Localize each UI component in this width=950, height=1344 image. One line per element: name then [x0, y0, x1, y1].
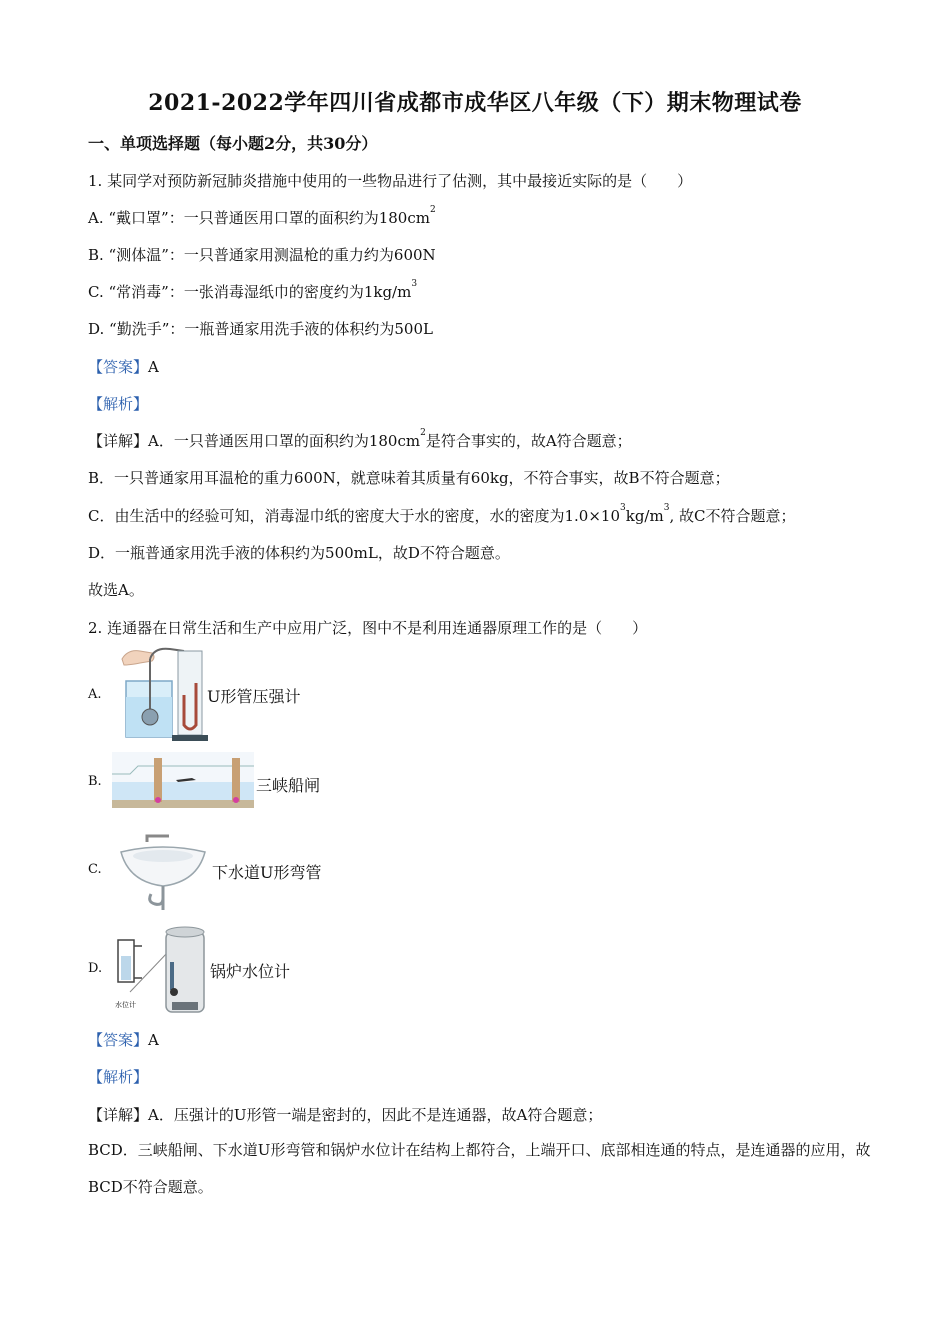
q1-option-b: B. “测体温”：一只普通家用测温枪的重力约为600N	[88, 246, 436, 264]
q1-detail-b: B．一只普通家用耳温枪的重力600N，就意味着其质量有60kg，不符合事实，故B不符合题意；	[88, 469, 730, 487]
q1-detail-d: D．一瓶普通家用洗手液的体积约为500mL，故D不符合题意。	[88, 544, 510, 562]
q1-answer: 【答案】A	[88, 358, 159, 376]
sink-trap-figure	[117, 830, 209, 912]
page-title: 2021-2022学年四川省成都市成华区八年级（下）期末物理试卷	[148, 90, 802, 116]
q2-detail-bcd: BCD．三峡船闸、下水道U形弯管和锅炉水位计在结构上都符合，上端开口、底部相连通的特点，是连通器的应用，故BCD不符合题意。	[88, 1141, 871, 1196]
q1-conclusion: 故选A。	[88, 581, 144, 599]
ship-lock-figure	[112, 752, 254, 808]
q2-option-b-label: 三峡船闸	[256, 776, 321, 795]
q2-option-d-label: 锅炉水位计	[210, 962, 291, 981]
water-gauge-caption: 水位计	[115, 1001, 136, 1009]
q2-option-b-letter: B.	[88, 774, 102, 789]
u-tube-manometer-figure	[114, 645, 210, 743]
q2-analysis-tag: 【解析】	[88, 1068, 149, 1086]
q1-analysis-tag: 【解析】	[88, 395, 149, 413]
q1-stem: 1. 某同学对预防新冠肺炎措施中使用的一些物品进行了估测，其中最接近实际的是（ ）	[88, 172, 693, 190]
q1-option-d: D. “勤洗手”：一瓶普通家用洗手液的体积约为500L	[88, 320, 433, 338]
q1-option-a: A. “戴口罩”：一只普通医用口罩的面积约为$180cm^2$	[88, 205, 436, 227]
q2-detail-a: 【详解】A．压强计的U形管一端是密封的，因此不是连通器，故A符合题意；	[88, 1106, 603, 1124]
q2-option-a-letter: A.	[88, 687, 102, 702]
q2-option-d-letter: D.	[88, 961, 103, 976]
q2-stem: 2. 连通器在日常生活和生产中应用广泛，图中不是利用连通器原理工作的是（ ）	[88, 619, 648, 637]
q1-detail-a: 【详解】A．一只普通医用口罩的面积约为$180cm^2$是符合事实的，故A符合题意；	[88, 428, 632, 450]
q2-answer: 【答案】A	[88, 1031, 159, 1049]
section-heading: 一、单项选择题（每小题2分，共30分）	[88, 134, 378, 153]
q2-option-a-label: U形管压强计	[207, 687, 301, 706]
q2-option-c-letter: C.	[88, 862, 102, 877]
q1-detail-c: C．由生活中的经验可知，消毒湿巾纸的密度大于水的密度，水的密度为$1.0\times 10^3kg/m^3$, 故C不符合题意；	[88, 503, 796, 525]
q2-option-c-label: 下水道U形弯管	[212, 863, 322, 882]
q1-option-c: C. “常消毒”：一张消毒湿纸巾的密度约为$1kg/m^3$	[88, 279, 418, 301]
